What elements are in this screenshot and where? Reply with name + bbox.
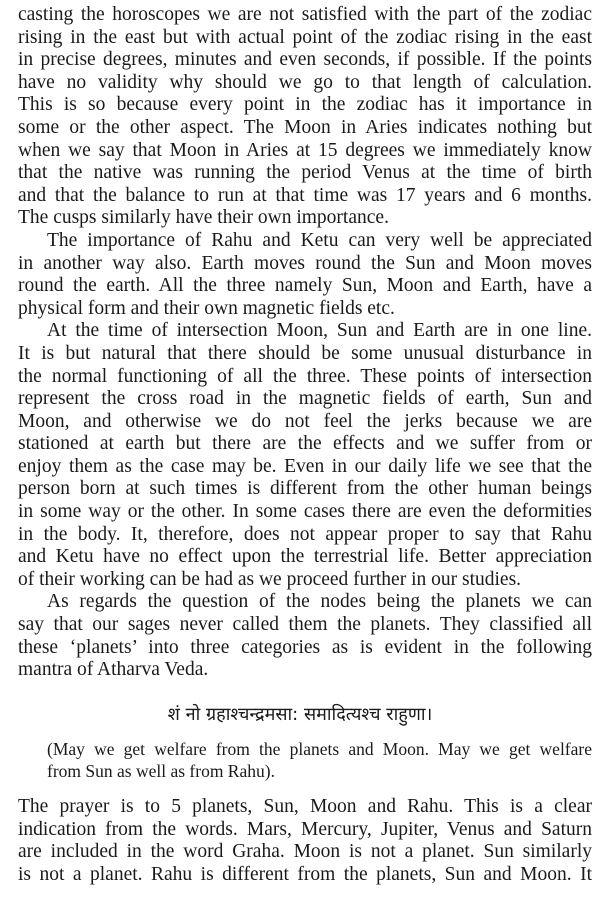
body-text [18, 4, 592, 682]
text-line: person born at such times is different from the other human beings [18, 478, 592, 500]
text-line: rising in the east but with actual point of the zodiac rising in the east [18, 26, 592, 48]
text-line: have no validity why should we go to that length of calculation. [18, 71, 592, 93]
text-line: (May we get welfare from the planets and Moon. May we get welfare [47, 739, 592, 759]
text-line: enjoy them as the case may be. Even in our daily life we see that the [18, 455, 592, 477]
text-line: This is so because every point in the zodiac has it importance in [18, 94, 592, 116]
text-line: stationed at earth but there are the effects and we suffer from or [18, 433, 592, 455]
final-paragraph [18, 796, 592, 886]
text-line: of their working can be had as we proceed further in our studies. [18, 568, 522, 590]
text-line: The prayer is to 5 planets, Sun, Moon and Rahu. This is a clear [18, 796, 592, 817]
paragraph-1 [18, 4, 592, 230]
text-line: Moon, and otherwise we do not feel the jerks because we are [18, 410, 592, 432]
verse-translation [47, 738, 592, 782]
text-line: some or the other aspect. The Moon in Aries indicates nothing but [18, 116, 592, 138]
text-line: the normal functioning of all the three. These points of intersection [18, 365, 592, 387]
paragraph-4 [18, 591, 592, 681]
text-line: these ‘planets’ into three categories as is evident in the following [18, 636, 592, 658]
text-line: is not a planet. Rahu is different from the planets, Sun and Moon. It [18, 863, 592, 885]
text-line: are included in the word Graha. Moon is not a planet. Sun similarly [18, 841, 592, 863]
text-line: in precise degrees, minutes and even seconds, if possible. If the points [18, 49, 592, 71]
text-line: At the time of intersection Moon, Sun and Earth are in one line. [47, 320, 592, 342]
text-line: casting the horoscopes we are not satisfied with the part of the zodiac [18, 4, 592, 25]
text-line: in some way or the other. In some cases there are even the deformities [18, 501, 592, 523]
text-line: indication from the words. Mars, Mercury, Jupiter, Venus and Saturn [18, 818, 592, 840]
text-line: The importance of Rahu and Ketu can very well be appreciated [47, 229, 592, 251]
text-line: in the body. It, therefore, does not appear proper to say that Rahu [18, 523, 592, 545]
text-line: As regards the question of the nodes being the planets we can [47, 591, 592, 613]
paragraph-3 [18, 320, 592, 591]
text-line: The cusps similarly have their own importance. [18, 207, 389, 229]
text-line: mantra of Atharva Veda. [18, 659, 209, 681]
paragraph-2 [18, 230, 592, 320]
text-line: in another way also. Earth moves round the Sun and Moon moves [18, 252, 592, 274]
text-line: represent the cross road in the magnetic fields of earth, Sun and [18, 388, 592, 410]
text-line: when we say that Moon in Aries at 15 degrees we immediately know [18, 139, 592, 161]
text-line: from Sun as well as from Rahu). [47, 761, 275, 781]
text-line: say that our sages never called them the planets. They classified all [18, 614, 592, 636]
text-line: and that the balance to run at that time was 17 years and 6 months. [18, 184, 592, 206]
text-line: that the native was running the period Venus at the time of birth [18, 162, 592, 184]
text-line: It is but natural that there should be some unusual disturbance in [18, 342, 592, 364]
text-line: and Ketu have no effect upon the terrestrial life. Better appreciation [18, 546, 592, 568]
text-line: round the earth. All the three namely Sun, Moon and Earth, have a [18, 275, 592, 297]
text-line: physical form and their own magnetic fields etc. [18, 297, 395, 319]
sanskrit-verse: शं नो ग्रहाश्चन्द्रमसा: समादित्यश्च राहुणा। [167, 704, 433, 725]
